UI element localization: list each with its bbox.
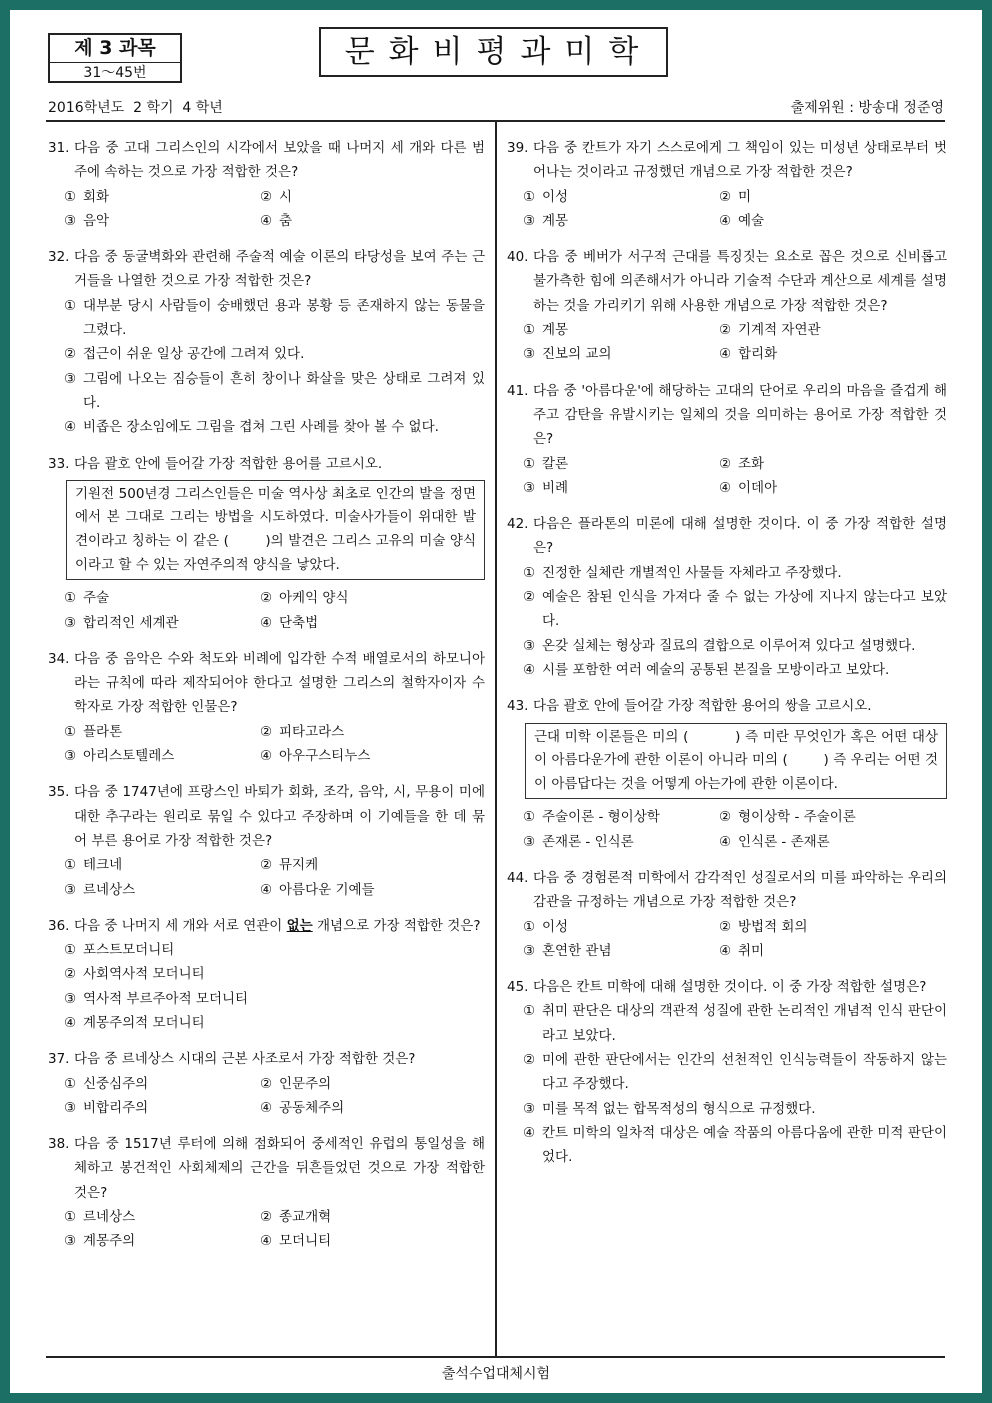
question-number: 44.	[507, 869, 529, 886]
option-4[interactable]: ④ 시를 포함한 여러 예술의 공통된 본질을 모방이라고 보았다.	[523, 658, 947, 682]
option-1[interactable]: ① 신중심주의	[64, 1072, 260, 1096]
option-mark: ②	[719, 809, 732, 826]
option-2[interactable]: ② 방법적 회의	[719, 915, 947, 939]
option-2[interactable]: ② 사회역사적 모더니티	[64, 962, 485, 986]
option-mark: ③	[523, 346, 536, 363]
option-mark: ①	[64, 297, 77, 314]
option-1[interactable]: ① 주술	[64, 586, 260, 610]
option-mark: ①	[64, 857, 77, 874]
option-4[interactable]: ④ 계몽주의적 모더니티	[64, 1011, 485, 1035]
question-stem-end: 개념으로 가장 적합한 것은?	[312, 917, 481, 934]
option-mark: ③	[64, 990, 77, 1007]
option-mark: ③	[523, 479, 536, 496]
option-3[interactable]: ③ 비합리주의	[64, 1096, 260, 1120]
option-3[interactable]: ③ 계몽	[523, 209, 719, 233]
option-1[interactable]: ① 계몽	[523, 318, 719, 342]
option-mark: ①	[64, 590, 77, 607]
option-4[interactable]: ④ 예술	[719, 209, 947, 233]
option-mark: ②	[260, 1209, 273, 1226]
option-mark: ①	[64, 942, 77, 959]
option-1[interactable]: ① 진정한 실체란 개별적인 사물들 자체라고 주장했다.	[523, 561, 947, 585]
option-mark: ③	[523, 637, 536, 654]
option-mark: ①	[523, 809, 536, 826]
question-stem: 다음은 플라톤의 미론에 대해 설명한 것이다. 이 중 가장 적합한 설명은?	[533, 516, 947, 557]
option-mark: ①	[523, 1003, 536, 1020]
question-number: 40.	[507, 249, 529, 266]
column-divider	[495, 122, 497, 1356]
option-4[interactable]: ④ 단축법	[260, 611, 485, 635]
option-mark: ④	[260, 1233, 273, 1250]
question-stem: 다음 괄호 안에 들어갈 가장 적합한 용어의 쌍을 고르시오.	[533, 698, 872, 715]
option-2[interactable]: ② 피타고라스	[260, 720, 485, 744]
option-3[interactable]: ③ 미를 목적 없는 합목적성의 형식으로 규정했다.	[523, 1097, 947, 1121]
question-range: 31～45번	[83, 65, 147, 81]
option-mark: ①	[64, 188, 77, 205]
question-43	[507, 694, 947, 854]
question-stem: 다음 중 고대 그리스인의 시각에서 보았을 때 나머지 세 개와 다른 범주에 속하는 것으로 가장 적합한 것은?	[74, 140, 485, 181]
question-36	[48, 914, 485, 1035]
option-2[interactable]: ② 인문주의	[260, 1072, 485, 1096]
footer-text: 출석수업대체시험	[441, 1366, 551, 1382]
question-39	[507, 136, 947, 233]
option-mark: ④	[719, 346, 732, 363]
question-number: 36.	[48, 917, 70, 934]
option-3[interactable]: ③ 음악	[64, 209, 260, 233]
option-1[interactable]: ① 테크네	[64, 853, 260, 877]
question-number: 33.	[48, 455, 70, 472]
emphasis-word: 없는	[286, 917, 313, 934]
question-number: 42.	[507, 516, 529, 533]
option-mark: ④	[64, 419, 77, 436]
option-2[interactable]: ② 아케익 양식	[260, 586, 485, 610]
question-number: 45.	[507, 979, 529, 996]
option-mark: ①	[523, 918, 536, 935]
option-4[interactable]: ④ 취미	[719, 939, 947, 963]
option-2[interactable]: ② 형이상학 - 주술이론	[719, 805, 947, 829]
option-1[interactable]: ① 회화	[64, 185, 260, 209]
question-stem: 다음 중 1747년에 프랑스인 바퇴가 회화, 조각, 음악, 시, 무용이 미에 대한 추구라는 원리로 묶일 수 있다고 주장하며 이 기예들을 한 데 묶어 부른 용어로 가장 적합한 것은?	[74, 784, 485, 849]
option-mark: ③	[523, 833, 536, 850]
option-1[interactable]: ① 플라톤	[64, 720, 260, 744]
option-mark: ④	[719, 833, 732, 850]
question-41	[507, 379, 947, 500]
question-stem: 다음 중 동굴벽화와 관련해 주술적 예술 이론의 타당성을 보여 주는 근거들을 나열한 것으로 가장 적합한 것은?	[74, 249, 485, 290]
passage-box: 근대 미학 이론들은 미의 ( ) 즉 미란 무엇인가 혹은 어떤 대상이 아름다운가에 관한 이론이 아니라 미의 ( ) 즉 우리는 어떤 것이 아름답다는 것을 어떻게 아는가에 관한 이론이다.	[525, 723, 947, 800]
option-3[interactable]: ③ 혼연한 관념	[523, 939, 719, 963]
right-column	[507, 136, 947, 1181]
subject-box	[48, 33, 182, 83]
option-4[interactable]: ④ 합리화	[719, 342, 947, 366]
option-4[interactable]: ④ 비좁은 장소임에도 그림을 겹쳐 그린 사례를 찾아 볼 수 없다.	[64, 415, 485, 439]
option-mark: ①	[64, 1075, 77, 1092]
option-mark: ②	[260, 1075, 273, 1092]
option-mark: ④	[719, 479, 732, 496]
question-45	[507, 975, 947, 1169]
option-mark: ②	[719, 918, 732, 935]
option-3[interactable]: ③ 존재론 - 인식론	[523, 830, 719, 854]
option-3[interactable]: ③ 역사적 부르주아적 모더니티	[64, 987, 485, 1011]
option-mark: ④	[719, 212, 732, 229]
option-mark: ②	[260, 857, 273, 874]
option-3[interactable]: ③ 르네상스	[64, 878, 260, 902]
option-mark: ③	[523, 1100, 536, 1117]
option-2[interactable]: ② 접근이 쉬운 일상 공간에 그려져 있다.	[64, 342, 485, 366]
option-mark: ①	[523, 322, 536, 339]
option-1[interactable]: ① 대부분 당시 사람들이 숭배했던 용과 봉황 등 존재하지 않는 동물을 그렸다.	[64, 294, 485, 343]
option-mark: ③	[523, 212, 536, 229]
option-2[interactable]: ② 시	[260, 185, 485, 209]
question-number: 37.	[48, 1051, 70, 1068]
option-1[interactable]: ① 이성	[523, 915, 719, 939]
subject-label: 제 3 과목	[50, 35, 180, 63]
question-33	[48, 452, 485, 635]
question-stem: 다음 중 경험론적 미학에서 감각적인 성질로서의 미를 파악하는 우리의 감관을 규정하는 개념으로 가장 적합한 것은?	[533, 869, 947, 911]
option-3[interactable]: ③ 계몽주의	[64, 1229, 260, 1253]
option-2[interactable]: ② 뮤지케	[260, 853, 485, 877]
question-number: 35.	[48, 784, 70, 801]
option-3[interactable]: ③ 비례	[523, 476, 719, 500]
option-mark: ③	[64, 1233, 77, 1250]
option-4[interactable]: ④ 인식론 - 존재론	[719, 830, 947, 854]
option-mark: ②	[260, 723, 273, 740]
question-stem: 다음 중 음악은 수와 척도와 비례에 입각한 수적 배열로서의 하모니아라는 규칙에 따라 제작되어야 한다고 설명한 그리스의 철학자이자 수학자로 가장 적합한 인물은?	[74, 650, 485, 716]
exam-title: 문화비평과미학	[319, 27, 668, 77]
option-mark: ③	[64, 212, 77, 229]
option-mark: ②	[260, 188, 273, 205]
option-3[interactable]: ③ 그림에 나오는 짐승들이 흔히 창이나 화살을 맞은 상태로 그려져 있다.	[64, 367, 485, 416]
option-mark: ②	[719, 188, 732, 205]
option-2[interactable]: ② 미에 관한 판단에서는 인간의 선천적인 인식능력들이 작동하지 않는다고 주장했다.	[523, 1048, 947, 1097]
question-37	[48, 1047, 485, 1120]
examiner-info: 출제위원 : 방송대 정준영	[790, 100, 944, 116]
question-stem: 다음 중 르네상스 시대의 근본 사조로서 가장 적합한 것은?	[74, 1051, 416, 1068]
question-35	[48, 780, 485, 901]
exam-page	[10, 10, 982, 1393]
question-stem: 다음 중 1517년 루터에 의해 점화되어 중세적인 유럽의 통일성을 해체하고 봉건적인 사회체제의 근간을 뒤흔들었던 것으로 가장 적합한 것은?	[74, 1136, 485, 1201]
question-40	[507, 245, 947, 366]
option-mark: ②	[523, 1051, 536, 1068]
question-number: 32.	[48, 249, 70, 266]
option-mark: ④	[523, 1124, 536, 1141]
option-mark: ①	[523, 564, 536, 581]
option-1[interactable]: ① 칼론	[523, 452, 719, 476]
option-4[interactable]: ④ 공동체주의	[260, 1096, 485, 1120]
option-mark: ④	[260, 748, 273, 765]
option-mark: ④	[523, 661, 536, 678]
question-stem: 다음 괄호 안에 들어갈 가장 적합한 용어를 고르시오.	[74, 455, 383, 472]
option-mark: ①	[64, 1209, 77, 1226]
option-mark: ①	[523, 455, 536, 472]
option-mark: ④	[260, 1099, 273, 1116]
question-number: 34.	[48, 650, 70, 667]
question-31	[48, 136, 485, 233]
question-34	[48, 647, 485, 768]
question-stem: 다음 중 베버가 서구적 근대를 특징짓는 요소로 꼽은 것으로 신비롭고 불가측한 힘에 의존해서가 아니라 기술적 수단과 계산으로 세계를 설명하는 것을 가리키기 위해 사용한 개념으로 가장 적합한 것은?	[533, 249, 947, 314]
option-mark: ②	[260, 590, 273, 607]
option-mark: ③	[64, 748, 77, 765]
question-44	[507, 866, 947, 963]
option-mark: ④	[260, 881, 273, 898]
option-4[interactable]: ④ 아우구스티누스	[260, 744, 485, 768]
option-1[interactable]: ① 취미 판단은 대상의 객관적 성질에 관한 논리적인 개념적 인식 판단이라고 보았다.	[523, 999, 947, 1048]
option-mark: ②	[64, 346, 77, 363]
option-4[interactable]: ④ 춤	[260, 209, 485, 233]
semester-info: 2016학년도 2 학기 4 학년	[48, 100, 223, 116]
question-number: 39.	[507, 140, 529, 156]
bottom-divider	[46, 1356, 945, 1358]
question-stem: 다음 중 나머지 세 개와 서로 연관이	[74, 917, 287, 934]
option-1[interactable]: ① 포스트모더니티	[64, 938, 485, 962]
question-number: 38.	[48, 1136, 70, 1153]
option-mark: ①	[64, 723, 77, 740]
question-42	[507, 512, 947, 682]
option-1[interactable]: ① 르네상스	[64, 1205, 260, 1229]
option-mark: ④	[719, 942, 732, 959]
option-1[interactable]: ① 주술이론 - 형이상학	[523, 805, 719, 829]
question-number: 41.	[507, 382, 529, 399]
option-2[interactable]: ② 미	[719, 185, 947, 209]
option-mark: ③	[64, 614, 77, 631]
option-mark: ②	[719, 455, 732, 472]
question-stem: 다음 중 '아름다운'에 해당하는 고대의 단어로 우리의 마음을 즐겁게 해주고 감탄을 유발시키는 일체의 것을 의미하는 용어로 가장 적합한 것은?	[533, 382, 947, 448]
passage-box: 기원전 500년경 그리스인들은 미술 역사상 최초로 인간의 발을 정면에서 본 그대로 그리는 방법을 시도하였다. 미술사가들이 위대한 발견이라고 칭하는 이 같은 ( )의 발견은 그리스 고유의 미술 양식이라고 할 수 있는 자연주의적 양식을 낳았다.	[66, 480, 485, 580]
option-1[interactable]: ① 이성	[523, 185, 719, 209]
option-4[interactable]: ④ 아름다운 기예들	[260, 878, 485, 902]
question-number: 43.	[507, 698, 529, 715]
question-32	[48, 245, 485, 439]
option-mark: ④	[260, 212, 273, 229]
question-stem: 다음 중 칸트가 자기 스스로에게 그 책임이 있는 미성년 상태로부터 벗어나는 것이라고 규정했던 개념으로 가장 적합한 것은?	[533, 140, 947, 181]
option-2[interactable]: ② 예술은 참된 인식을 가져다 줄 수 없는 가상에 지나지 않는다고 보았다.	[523, 585, 947, 634]
option-4[interactable]: ④ 칸트 미학의 일차적 대상은 예술 작품의 아름다움에 관한 미적 판단이었다.	[523, 1121, 947, 1170]
option-3[interactable]: ③ 진보의 교의	[523, 342, 719, 366]
option-mark: ③	[64, 881, 77, 898]
option-3[interactable]: ③ 온갖 실체는 형상과 질료의 결합으로 이루어져 있다고 설명했다.	[523, 634, 947, 658]
option-mark: ①	[523, 188, 536, 205]
option-4[interactable]: ④ 모더니티	[260, 1229, 485, 1253]
option-2[interactable]: ② 종교개혁	[260, 1205, 485, 1229]
question-38	[48, 1132, 485, 1253]
question-stem: 다음은 칸트 미학에 대해 설명한 것이다. 이 중 가장 적합한 설명은?	[533, 979, 927, 996]
left-column	[48, 136, 485, 1266]
option-mark: ②	[719, 322, 732, 339]
option-mark: ③	[64, 1099, 77, 1116]
option-2[interactable]: ② 기계적 자연관	[719, 318, 947, 342]
option-mark: ④	[64, 1014, 77, 1031]
option-mark: ③	[523, 942, 536, 959]
option-2[interactable]: ② 조화	[719, 452, 947, 476]
option-mark: ②	[64, 966, 77, 983]
option-mark: ③	[64, 370, 77, 387]
question-number: 31.	[48, 140, 70, 156]
option-mark: ②	[523, 589, 536, 606]
option-3[interactable]: ③ 아리스토텔레스	[64, 744, 260, 768]
option-mark: ④	[260, 614, 273, 631]
option-3[interactable]: ③ 합리적인 세계관	[64, 611, 260, 635]
option-4[interactable]: ④ 이데아	[719, 476, 947, 500]
